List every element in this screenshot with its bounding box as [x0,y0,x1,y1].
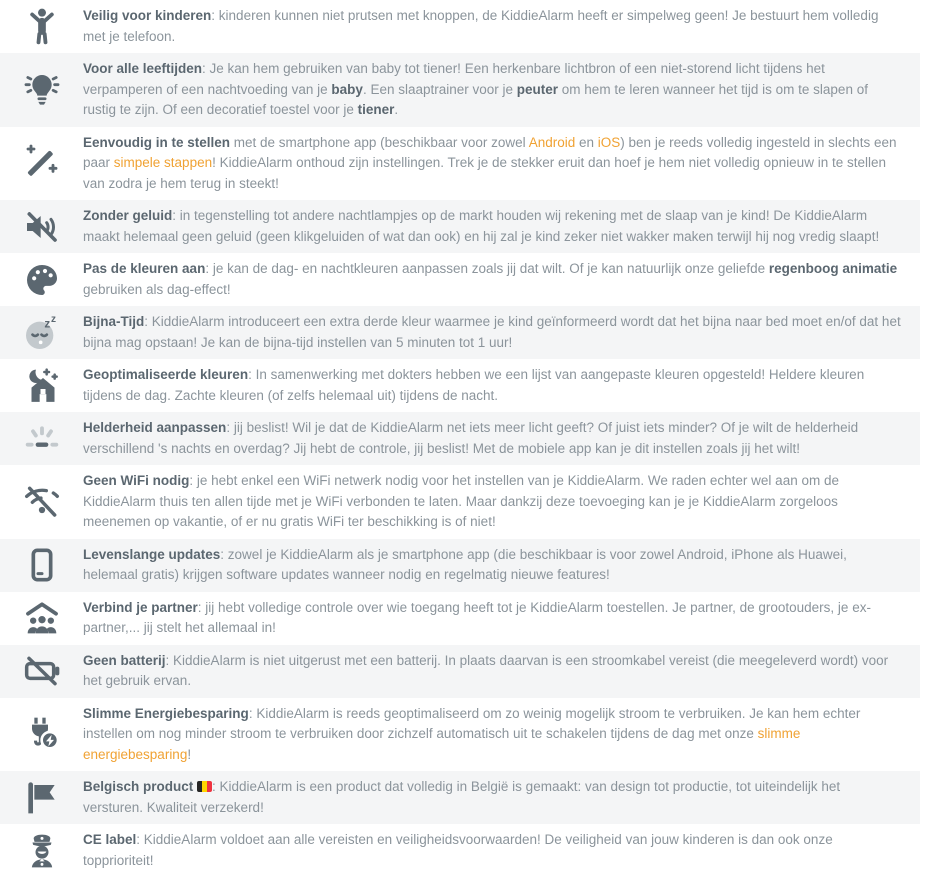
night-house-icon [22,366,62,406]
feature-body-text: met de smartphone app (beschikbaar voor zowel [230,134,529,150]
feature-description [83,592,920,645]
feature-row-geen-wifi-nodig [0,465,920,539]
feature-icon-cell [0,419,83,459]
feature-body-text: ! KiddieAlarm onthoud zijn instellingen. Trek je de stekker eruit dan hoef je hem niet volledig opnieuw in te stellen van zodra je hem terug in steekt! [83,155,886,191]
feature-icon-cell [0,366,83,406]
feature-title: Bijna-Tijd [83,314,145,329]
feature-row-ce-label [0,824,920,877]
feature-bold-text: peuter [516,81,559,97]
inline-link[interactable]: simpele stappen [113,155,213,170]
feature-description [83,53,920,127]
feature-body-text: : KiddieAlarm is niet uitgerust met een batterij. In plaats daarvan is een stroomkabel vereist (die meegeleverd wordt) voor het gebruik ervan. [83,652,889,688]
feature-title: Verbind je partner [83,599,198,615]
feature-body-text: : KiddieAlarm is een product dat volledig in België is gemaakt: van design tot productie, tot uiteindelijk het versturen. Kwaliteit verzekerd! [83,779,841,815]
feature-body-text: om hem te leren wanneer het tijd is om te slapen of rustig te zijn. Of een decoratief toestel voor je [83,81,868,117]
feature-icon-cell [0,598,83,638]
magic-wand-icon [22,143,62,183]
feature-icon-cell [0,545,83,585]
officer-icon [22,831,62,871]
feature-bold-text: tiener [357,102,395,117]
feature-row-levenslange-updates [0,539,920,592]
feature-icon-cell [0,7,83,47]
feature-body-text: : kinderen kunnen niet prutsen met knoppen, de KiddieAlarm heeft er simpelweg geen! Je bestuurt hem volledig met je telefoon. [83,8,879,44]
feature-row-belgisch-product [0,771,920,824]
speaker-muted-icon [22,207,62,247]
feature-title: Geen WiFi nodig [83,473,190,488]
feature-row-verbind-je-partner [0,592,920,645]
feature-row-bijna-tijd [0,306,920,359]
feature-description [83,253,920,306]
inline-link[interactable]: Android [528,134,576,150]
feature-icon-cell [0,313,83,353]
inline-link[interactable]: slimme energiebesparing [83,726,801,762]
brightness-icon [22,419,62,459]
feature-description [83,127,920,201]
palette-icon [22,260,62,300]
feature-body-text: : KiddieAlarm is reeds geoptimaliseerd om zo weinig mogelijk stroom te verbruiken. Je kan hem echter instellen om nog minder stroom te verbruiken door zichzelf automatisch uit te schakelen tijdens de dag met onze [83,705,861,741]
feature-row-eenvoudig-in-te-stellen [0,127,920,201]
svg-text:z: z [43,317,50,331]
feature-description [83,0,920,53]
feature-row-pas-de-kleuren-aan [0,253,920,306]
feature-body-text: gebruiken als dag-effect! [83,281,231,297]
feature-body-text: : je kan de dag- en nachtkleuren aanpassen zoals jij dat wilt. Of je kan natuurlijk onze geliefde [205,261,769,276]
feature-row-helderheid-aanpassen [0,412,920,465]
sleeping-face-icon [22,313,62,353]
feature-icon-cell [0,260,83,300]
feature-row-slimme-energiebesparing [0,698,920,772]
power-plug-icon [22,714,62,754]
feature-body-text: : zowel je KiddieAlarm als je smartphone app (die beschikbaar is voor zowel Android, iPhone als Huawei, helemaal gratis) krijgen software updates wanneer nodig en regelmatig nieuwe features! [83,546,847,582]
feature-body-text: . [394,102,399,117]
feature-description [83,645,920,698]
belgian-flag-icon [197,781,212,792]
feature-icon-cell [0,207,83,247]
feature-body-text: : KiddieAlarm voldoet aan alle vereisten en veiligheidsvoorwaarden! De veiligheid van jouw kinderen is dan ook onze topprioriteit! [83,832,833,868]
feature-description [83,306,920,359]
feature-title: Geen batterij [83,652,166,668]
feature-body-text: : jij beslist! Wil je dat de KiddieAlarm net iets meer licht geeft? Of juist iets minder? Of je wilt de helderheid verschillend 's nachts en overdag? Jij hebt de controle, jij beslist! Met de mobiele app kan je dit instellen zoals jij het wilt! [83,420,859,456]
feature-description [83,412,920,465]
feature-row-veilig-voor-kinderen [0,0,920,53]
feature-bold-text: regenboog animatie [768,261,898,276]
wifi-off-icon [22,482,62,522]
feature-description [83,698,920,772]
feature-title: Belgisch product [83,779,198,794]
feature-icon-cell [0,143,83,183]
feature-icon-cell [0,778,83,818]
inline-link[interactable]: iOS [597,134,621,150]
feature-title: Geoptimaliseerde kleuren [83,367,249,382]
feature-icon-cell [0,70,83,110]
feature-title: Slimme Energiebesparing [83,705,249,721]
feature-title: Levenslange updates [83,546,221,562]
svg-text:z: z [50,313,56,325]
feature-bold-text: baby [331,81,363,97]
feature-body-text: : Je kan hem gebruiken van baby tot tiener! Een herkenbare lichtbron of een niet-storend licht tijdens het verpamperen of een nachtvoeding van je [83,61,825,97]
feature-description [83,771,920,824]
feature-body-text: en [575,134,598,150]
family-icon [22,598,62,638]
feature-body-text: . Een slaaptrainer voor je [362,81,517,97]
feature-description [83,824,920,877]
smartphone-icon [22,545,62,585]
feature-title: Veilig voor kinderen [83,8,212,23]
feature-description [83,539,920,592]
feature-title: Zonder geluid [83,208,173,223]
feature-icon-cell [0,651,83,691]
feature-body-text: ) ben je reeds volledig ingesteld in slechts een paar [83,134,897,170]
feature-row-zonder-geluid [0,200,920,253]
feature-row-voor-alle-leeftijden [0,53,920,127]
feature-title: Helderheid aanpassen [83,420,227,435]
feature-row-geoptimaliseerde-kleuren [0,359,920,412]
feature-title: Voor alle leeftijden [83,61,203,76]
feature-title: CE label [83,832,137,847]
feature-description [83,359,920,412]
feature-icon-cell [0,482,83,522]
feature-body-text: : in tegenstelling tot andere nachtlampjes op de markt houden wij rekening met de slaap van je kind! De KiddieAlarm maakt helemaal geen geluid (geen klikgeluiden of wat dan ook) en hij zal je kind zeker niet wakker maken terwijl hij nog vredig slaapt! [83,208,880,244]
child-icon [22,7,62,47]
feature-description [83,200,920,253]
feature-body-text: : je hebt enkel een WiFi netwerk nodig voor het instellen van je KiddieAlarm. We raden echter wel aan om de KiddieAlarm thuis ten allen tijde met je WiFi verbonden te laten. Maar dankzij deze toevoeging kan je je KiddieAlarm zorgeloos meenemen op vakantie, of er nu gratis WiFi ter beschikking is of niet! [83,473,839,529]
feature-icon-cell [0,714,83,754]
feature-body-text: ! [187,746,192,762]
flag-icon [22,778,62,818]
feature-icon-cell [0,831,83,871]
battery-off-icon [22,651,62,691]
feature-description [83,465,920,539]
feature-body-text: : KiddieAlarm introduceert een extra derde kleur waarmee je kind geïnformeerd wordt dat het bijna naar bed moet en/of dat het bijna mag opstaan! Je kan de bijna-tijd instellen van 5 minuten tot 1 uur! [83,314,901,350]
feature-body-text: : jij hebt volledige controle over wie toegang heeft tot je KiddieAlarm toestellen. Je partner, de grootouders, je ex-partner,... jij stelt het allemaal in! [83,599,871,635]
feature-title: Pas de kleuren aan [83,261,206,276]
lightbulb-icon [22,70,62,110]
feature-row-geen-batterij [0,645,920,698]
feature-body-text: : In samenwerking met dokters hebben we een lijst van aangepaste kleuren opgesteld! Heldere kleuren tijdens de dag. Zachte kleuren (of zelfs helemaal uit) tijdens de nacht. [83,367,865,403]
feature-title: Eenvoudig in te stellen [83,134,231,150]
